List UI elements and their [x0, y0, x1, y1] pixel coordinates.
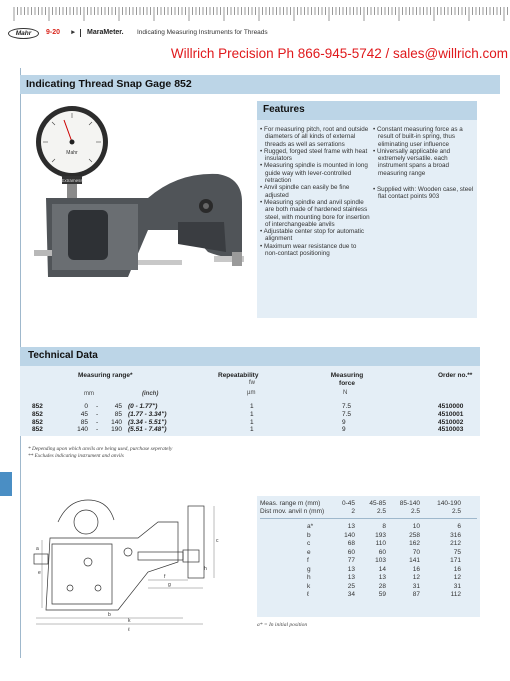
unit-repeatability: µm: [247, 390, 256, 396]
section-tab: [0, 472, 12, 496]
features-list-right: [373, 126, 475, 201]
dims-separator: [260, 518, 477, 519]
dims-header-dist: Dist mov. anvil n (mm): [260, 508, 325, 515]
dimensions-note: a* = In initial position: [257, 622, 308, 628]
contact-line: Willrich Precision Ph 866-945-5742 / sales@willrich.com: [170, 46, 508, 61]
brand-name: MaraMeter.: [87, 29, 124, 36]
dims-row-label: h: [307, 574, 311, 581]
technical-data-header: [20, 347, 480, 366]
tech-cell-inch: (3.34 - 5.51"): [128, 418, 167, 426]
dimensions-table: [257, 496, 480, 617]
feature-item: • Rugged, forged steel frame with heat insulators: [260, 148, 370, 163]
dims-row-label: f: [307, 557, 309, 564]
page-number: 9-20: [46, 29, 61, 36]
supplied-with: • Supplied with: Wooden case, steel flat contact points 903: [373, 186, 475, 201]
dims-cell: 59: [378, 591, 386, 598]
dims-cell: 28: [378, 582, 386, 590]
header-subtitle: Indicating Measuring Instruments for Threads: [137, 29, 268, 36]
dims-cell: 60: [347, 548, 355, 556]
dim-label: e: [38, 570, 41, 576]
tech-cell-from: 85: [80, 418, 88, 426]
dial-model-text: Extramess: [61, 178, 83, 183]
tech-cell-model: 852: [32, 426, 43, 434]
feature-item: • Measuring spindle is mounted in long guide way with lever-controlled retraction: [260, 162, 370, 184]
dims-cell: 60: [378, 548, 386, 556]
dims-cell: 112: [450, 591, 461, 598]
technical-data-heading: Technical Data: [28, 350, 98, 361]
dims-row-label: ℓ: [307, 591, 310, 598]
dims-cell: 25: [347, 582, 355, 590]
tech-cell-from: 140: [77, 426, 88, 434]
header-divider: [80, 29, 81, 37]
dims-col-range: 85-140: [399, 500, 420, 507]
dims-cell: 212: [450, 540, 461, 547]
dims-cell: 13: [378, 574, 386, 581]
dim-label: a: [36, 546, 39, 552]
dims-cell: 31: [453, 582, 461, 590]
dims-col-dist: 2.5: [410, 508, 420, 515]
dimension-drawing: [28, 492, 243, 632]
feature-item: • Measuring spindle and anvil spindle are both made of hardened stainless steel, with mounting bore for insertion of interchangeable anvils: [260, 199, 370, 228]
dims-cell: 87: [412, 591, 420, 598]
mahr-logo: Mahr: [8, 28, 39, 39]
tech-cell-from: 45: [80, 410, 88, 418]
dims-col-dist: 2.5: [376, 508, 386, 515]
feature-item: • For measuring pitch, root and outside diameters of all kinds of external threads as well as serrations: [260, 126, 370, 148]
tech-cell-dash: -: [96, 426, 99, 434]
gauge-photo: [28, 102, 248, 292]
dims-row-label: k: [307, 582, 311, 590]
tech-cell-inch: (0 - 1.77"): [128, 403, 158, 410]
feature-item: • Anvil spindle can easily be fine adjusted: [260, 184, 370, 199]
col-header-order: Order no.**: [438, 372, 473, 379]
dim-label: ℓ: [128, 627, 130, 632]
footnote: ** Excludes indicating instrument and anvils: [28, 453, 124, 459]
dim-label: k: [128, 618, 131, 624]
dims-cell: 34: [347, 591, 355, 598]
dims-cell: 162: [409, 540, 420, 547]
footnote: * Depending upon which anvils are being used, purchase seperately: [28, 446, 173, 452]
tech-cell-order: 4510003: [438, 426, 464, 434]
tech-cell-to: 45: [114, 403, 122, 410]
dims-cell: 12: [412, 574, 420, 581]
features-header: [257, 101, 477, 120]
tech-cell-order: 4510002: [438, 418, 464, 426]
features-heading: Features: [263, 104, 305, 115]
col-sub-repeatability: fw: [249, 380, 255, 386]
tech-cell-rep: 1: [250, 426, 254, 434]
tech-cell-dash: -: [96, 410, 99, 418]
dims-cell: 110: [375, 540, 386, 547]
dims-row-label: b: [307, 531, 311, 539]
tech-cell-force: 9: [342, 418, 346, 426]
dims-cell: 13: [347, 574, 355, 581]
dims-cell: 16: [453, 565, 461, 573]
col-header-repeatability: Repeatability: [218, 372, 259, 379]
tech-cell-force: 9: [342, 426, 346, 434]
dims-cell: 10: [412, 523, 420, 530]
dims-col-range: 140-190: [437, 500, 461, 507]
dims-col-dist: 2.5: [451, 508, 461, 515]
tech-cell-force: 7.5: [342, 410, 352, 418]
features-list-left: [260, 126, 370, 257]
dims-cell: 14: [378, 565, 386, 573]
tech-cell-model: 852: [32, 418, 43, 426]
dims-cell: 316: [450, 531, 461, 539]
page-ruler: [0, 0, 510, 22]
dim-label: h: [204, 566, 207, 572]
dims-row-label: c: [307, 540, 311, 547]
dims-cell: 68: [347, 540, 355, 547]
unit-force: N: [343, 390, 348, 396]
dims-col-range: 0-45: [341, 500, 355, 507]
dims-cell: 13: [347, 565, 355, 573]
feature-item: • Constant measuring force as a result of built-in spring, thus eliminating user influence: [373, 126, 475, 148]
dim-label: f: [164, 574, 166, 580]
dims-row-label: e: [307, 548, 311, 556]
dims-cell: 141: [409, 557, 420, 564]
ruler-ticks: [0, 0, 510, 22]
tech-cell-dash: -: [96, 418, 99, 426]
dims-cell: 103: [375, 557, 386, 564]
technical-data-table: [20, 366, 480, 436]
tech-cell-model: 852: [32, 403, 43, 410]
dims-cell: 140: [344, 531, 355, 539]
dims-row-label: g: [307, 565, 311, 573]
dims-col-range: 45-85: [369, 500, 386, 507]
dims-cell: 258: [409, 531, 420, 539]
tech-cell-inch: (5.51 - 7.48"): [128, 426, 167, 434]
tech-cell-rep: 1: [250, 418, 254, 426]
feature-item: • Adjustable center stop for automatic alignment: [260, 228, 370, 243]
tech-cell-order: 4510000: [438, 403, 464, 410]
dial-brand-text: Mahr: [66, 150, 78, 156]
dims-header-range: Meas. range m (mm): [260, 500, 321, 507]
dims-cell: 8: [382, 523, 386, 530]
tech-cell-to: 85: [114, 410, 122, 418]
tech-cell-from: 0: [84, 403, 88, 410]
dim-label: b: [108, 612, 111, 618]
dims-cell: 13: [347, 523, 355, 530]
dims-cell: 31: [412, 582, 420, 590]
features-panel: [257, 120, 477, 318]
dims-cell: 70: [412, 548, 420, 556]
tech-cell-dash: -: [96, 403, 99, 410]
col-header-range: Measuring range*: [78, 372, 133, 379]
unit-mm: mm: [84, 391, 94, 397]
tech-cell-model: 852: [32, 410, 43, 418]
feature-item: • Maximum wear resistance due to non-contact positioning: [260, 243, 370, 258]
tech-cell-force: 7.5: [342, 403, 352, 410]
dims-cell: 77: [347, 557, 355, 564]
dims-cell: 193: [375, 531, 386, 539]
tech-cell-to: 190: [111, 426, 122, 434]
dim-label: g: [168, 582, 171, 588]
product-title-bar: [20, 75, 500, 94]
arrow-right-icon: ►: [70, 29, 77, 36]
tech-cell-rep: 1: [250, 403, 254, 410]
dims-cell: 75: [453, 548, 461, 556]
page-header: [0, 25, 510, 41]
tech-cell-to: 140: [111, 418, 122, 426]
dims-cell: 171: [450, 557, 461, 564]
feature-item: • Universally applicable and extremely versatile. each instrument spans a broad measuring range: [373, 148, 475, 177]
dim-label: c: [216, 538, 219, 544]
tech-cell-inch: (1.77 - 3.34"): [128, 410, 167, 418]
dims-cell: 12: [453, 574, 461, 581]
tech-cell-rep: 1: [250, 410, 254, 418]
product-title: Indicating Thread Snap Gage 852: [26, 78, 192, 90]
dims-row-label: a*: [307, 523, 314, 530]
tech-cell-order: 4510001: [438, 410, 464, 418]
unit-inch: (inch): [142, 391, 159, 397]
dims-cell: 16: [412, 565, 420, 573]
dims-col-dist: 2: [351, 508, 355, 515]
dims-cell: 6: [457, 523, 461, 530]
technical-footnotes: [28, 446, 172, 460]
col-header-force: Measuring force: [330, 372, 364, 387]
